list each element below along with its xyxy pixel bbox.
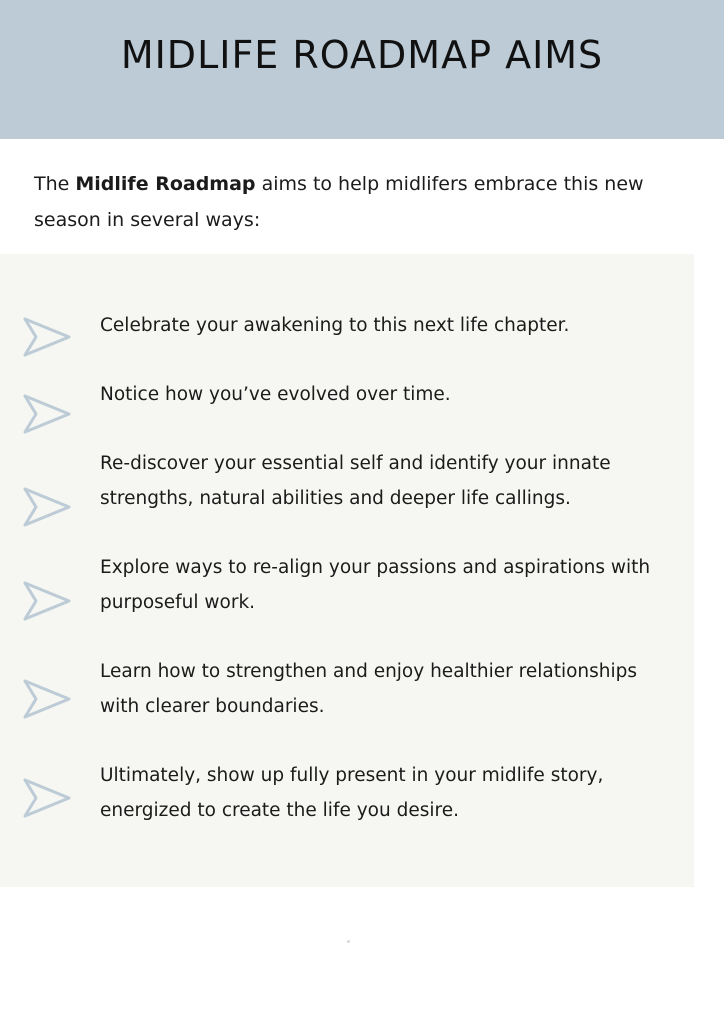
aim-text: Notice how you’ve evolved over time. (100, 384, 451, 405)
decorative-dot (347, 940, 350, 943)
intro-suffix: aims to help midlifers embrace this new season in several ways: (34, 173, 644, 231)
title-banner (0, 0, 724, 139)
aim-text: Celebrate your awakening to this next life chapter. (100, 315, 570, 336)
intro-bold-name: Midlife Roadmap (75, 173, 256, 195)
aim-text: Learn how to strengthen and enjoy healthier relationships with clearer boundaries. (100, 661, 638, 717)
aim-text: Re-discover your essential self and identify your innate strengths, natural abilities and deeper life callings. (100, 453, 611, 509)
outline-arrow-right-icon (22, 580, 72, 622)
intro-prefix: The (34, 173, 76, 195)
aim-text: Explore ways to re-align your passions and aspirations with purposeful work. (100, 557, 651, 613)
outline-arrow-right-icon (22, 777, 72, 819)
outline-arrow-right-icon (22, 486, 72, 528)
aim-text: Ultimately, show up fully present in your midlife story, energized to create the life you desire. (100, 765, 604, 821)
outline-arrow-right-icon (22, 678, 72, 720)
aims-panel (0, 254, 694, 887)
outline-arrow-right-icon (22, 393, 72, 435)
intro-paragraph (34, 166, 694, 238)
outline-arrow-right-icon (22, 316, 72, 358)
page-title: MIDLIFE ROADMAP AIMS (120, 33, 604, 77)
